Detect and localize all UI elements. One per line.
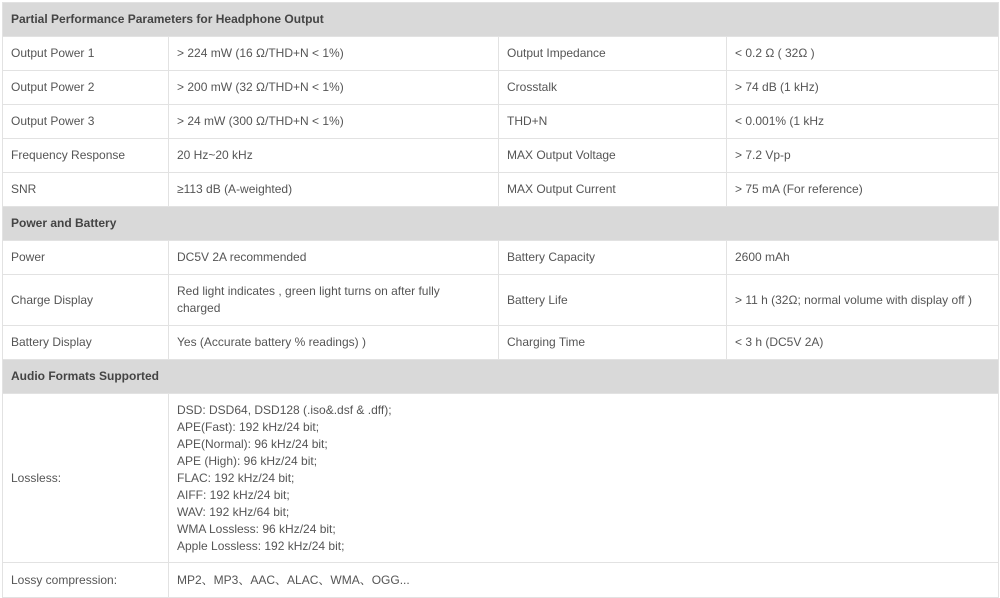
spec-label: Lossy compression: (3, 563, 169, 598)
spec-table (2, 2, 999, 598)
spec-label: MAX Output Current (499, 173, 727, 207)
spec-label: Battery Life (499, 275, 727, 326)
spec-value: < 0.001% (1 kHz (727, 105, 999, 139)
format-line: WAV: 192 kHz/64 bit; (177, 504, 290, 519)
spec-label: SNR (3, 173, 169, 207)
format-line: DSD: DSD64, DSD128 (.iso&.dsf & .dff); (177, 402, 392, 417)
format-line: Apple Lossless: 192 kHz/24 bit; (177, 538, 345, 553)
spec-label: Lossless: (3, 394, 169, 563)
spec-label: Frequency Response (3, 139, 169, 173)
format-line: APE (High): 96 kHz/24 bit; (177, 453, 318, 468)
section-header-audio (3, 360, 999, 394)
spec-label: Charge Display (3, 275, 169, 326)
format-line: APE(Fast): 192 kHz/24 bit; (177, 419, 320, 434)
spec-value: > 11 h (32Ω; normal volume with display off ) (727, 275, 999, 326)
spec-value: > 224 mW (16 Ω/THD+N < 1%) (169, 37, 499, 71)
table-row (3, 241, 999, 275)
spec-label: Output Power 3 (3, 105, 169, 139)
spec-value: Red light indicates , green light turns on after fully charged (169, 275, 499, 326)
spec-label: MAX Output Voltage (499, 139, 727, 173)
spec-value: Yes (Accurate battery % readings) ) (169, 326, 499, 360)
spec-value: > 200 mW (32 Ω/THD+N < 1%) (169, 71, 499, 105)
format-line: FLAC: 192 kHz/24 bit; (177, 470, 295, 485)
table-row (3, 563, 999, 598)
table-row (3, 173, 999, 207)
table-row (3, 71, 999, 105)
spec-label: Crosstalk (499, 71, 727, 105)
table-row (3, 139, 999, 173)
spec-value: 2600 mAh (727, 241, 999, 275)
format-line: APE(Normal): 96 kHz/24 bit; (177, 436, 328, 451)
section-title: Audio Formats Supported (3, 360, 999, 394)
table-row (3, 394, 999, 563)
lossless-format-list (169, 394, 999, 563)
section-header-headphone (3, 3, 999, 37)
spec-label: Battery Display (3, 326, 169, 360)
format-line: AIFF: 192 kHz/24 bit; (177, 487, 290, 502)
spec-value: MP2、MP3、AAC、ALAC、WMA、OGG... (169, 563, 999, 598)
table-row (3, 326, 999, 360)
section-title: Partial Performance Parameters for Headphone Output (3, 3, 999, 37)
table-row (3, 275, 999, 326)
spec-label: Charging Time (499, 326, 727, 360)
section-header-power (3, 207, 999, 241)
table-row (3, 37, 999, 71)
spec-value: ≥113 dB (A-weighted) (169, 173, 499, 207)
table-row (3, 105, 999, 139)
spec-value: < 3 h (DC5V 2A) (727, 326, 999, 360)
spec-label: Output Impedance (499, 37, 727, 71)
spec-value: 20 Hz~20 kHz (169, 139, 499, 173)
spec-value: DC5V 2A recommended (169, 241, 499, 275)
section-title: Power and Battery (3, 207, 999, 241)
spec-value: > 7.2 Vp-p (727, 139, 999, 173)
format-line: WMA Lossless: 96 kHz/24 bit; (177, 521, 336, 536)
spec-value: < 0.2 Ω ( 32Ω ) (727, 37, 999, 71)
spec-value: > 74 dB (1 kHz) (727, 71, 999, 105)
spec-label: Output Power 2 (3, 71, 169, 105)
spec-label: Battery Capacity (499, 241, 727, 275)
spec-value: > 75 mA (For reference) (727, 173, 999, 207)
spec-value: > 24 mW (300 Ω/THD+N < 1%) (169, 105, 499, 139)
spec-label: Output Power 1 (3, 37, 169, 71)
spec-label: THD+N (499, 105, 727, 139)
spec-label: Power (3, 241, 169, 275)
